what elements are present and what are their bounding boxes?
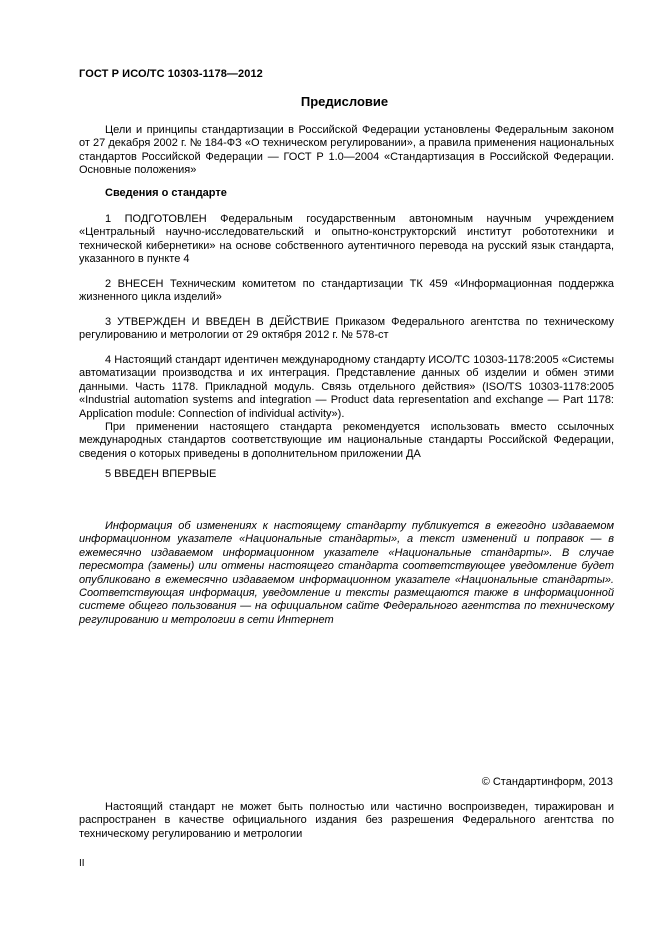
item-3-section [79,316,614,343]
item-4-section [79,354,614,461]
item-1-section [79,213,614,267]
about-standard-heading: Сведения о стандарте [105,187,227,199]
rights-section [79,801,614,841]
item-5-paragraph: 5 ВВЕДЕН ВПЕРВЫЕ [105,468,217,480]
item-1-paragraph: 1 ПОДГОТОВЛЕН Федеральным государственным автономным научным учреждением «Центральный научно-исследовательский и опытно-конструкторский институт робототехники и технической кибернетики» на основе собственного аутентичного перевода на русский язык стандарта, указанного в пункте 4 [79,213,614,266]
intro-paragraph: Цели и принципы стандартизации в Российской Федерации установлены Федеральным законом от 27 декабря 2002 г. № 184-ФЗ «О техническом регулировании», а правила применения национальных стандартов Российской Федерации — ГОСТ Р 1.0—2004 «Стандартизация в Российской Федерации. Основные положения» [79,124,614,177]
rights-paragraph: Настоящий стандарт не может быть полностью или частично воспроизведен, тиражирован и распространен в качестве официального издания без разрешения Федерального агентства по техническому регулированию и метрологии [79,801,614,840]
notice-paragraph: Информация об изменениях к настоящему стандарту публикуется в ежегодно издаваемом информационном указателе «Национальные стандарты», а текст изменений и поправок — в ежемесячно издаваемом информационном указателе «Национальные стандарты». В случае пересмотра (замены) или отмены настоящего стандарта соответствующее уведомление будет опубликовано в ежемесячно издаваемом информационном указателе «Национальные стандарты». Соответствующая информация, уведомление и тексты размещаются также в информационной системе общего пользования — на официальном сайте Федерального агентства по техническому регулированию и метрологии в сети Интернет [79,520,614,626]
notice-section [79,520,614,627]
item-5-section [79,468,614,481]
item-4-paragraph: 4 Настоящий стандарт идентичен международному стандарту ИСО/ТС 10303-1178:2005 «Системы автоматизации производства и их интеграция. Представление данных об изделии и обмен этими данными. Часть 1178. Прикладной модуль. Связь отдельного действия» (ISO/TS 10303-1178:2005 «Industrial automation systems and integration — Product data representation and exchange — Part 1178: Application module: Connection of individual activity»). [79,354,614,420]
item-4-note-paragraph: При применении настоящего стандарта рекомендуется использовать вместо ссылочных международных стандартов соответствующие им национальные стандарты Российской Федерации, сведения о которых приведены в дополнительном приложении ДА [79,421,614,460]
item-2-section [79,278,614,305]
copyright-line: © Стандартинформ, 2013 [481,776,613,788]
intro-section [79,124,614,178]
page-number: II [79,858,85,869]
standard-header: ГОСТ Р ИСО/ТС 10303-1178—2012 [79,68,263,80]
item-2-paragraph: 2 ВНЕСЕН Техническим комитетом по стандартизации ТК 459 «Информационная поддержка жизненного цикла изделий» [79,278,614,304]
page-title: Предисловие [300,94,389,109]
item-3-paragraph: 3 УТВЕРЖДЕН И ВВЕДЕН В ДЕЙСТВИЕ Приказом Федерального агентства по техническому регулированию и метрологии от 29 октября 2012 г. № 578-ст [79,316,614,342]
